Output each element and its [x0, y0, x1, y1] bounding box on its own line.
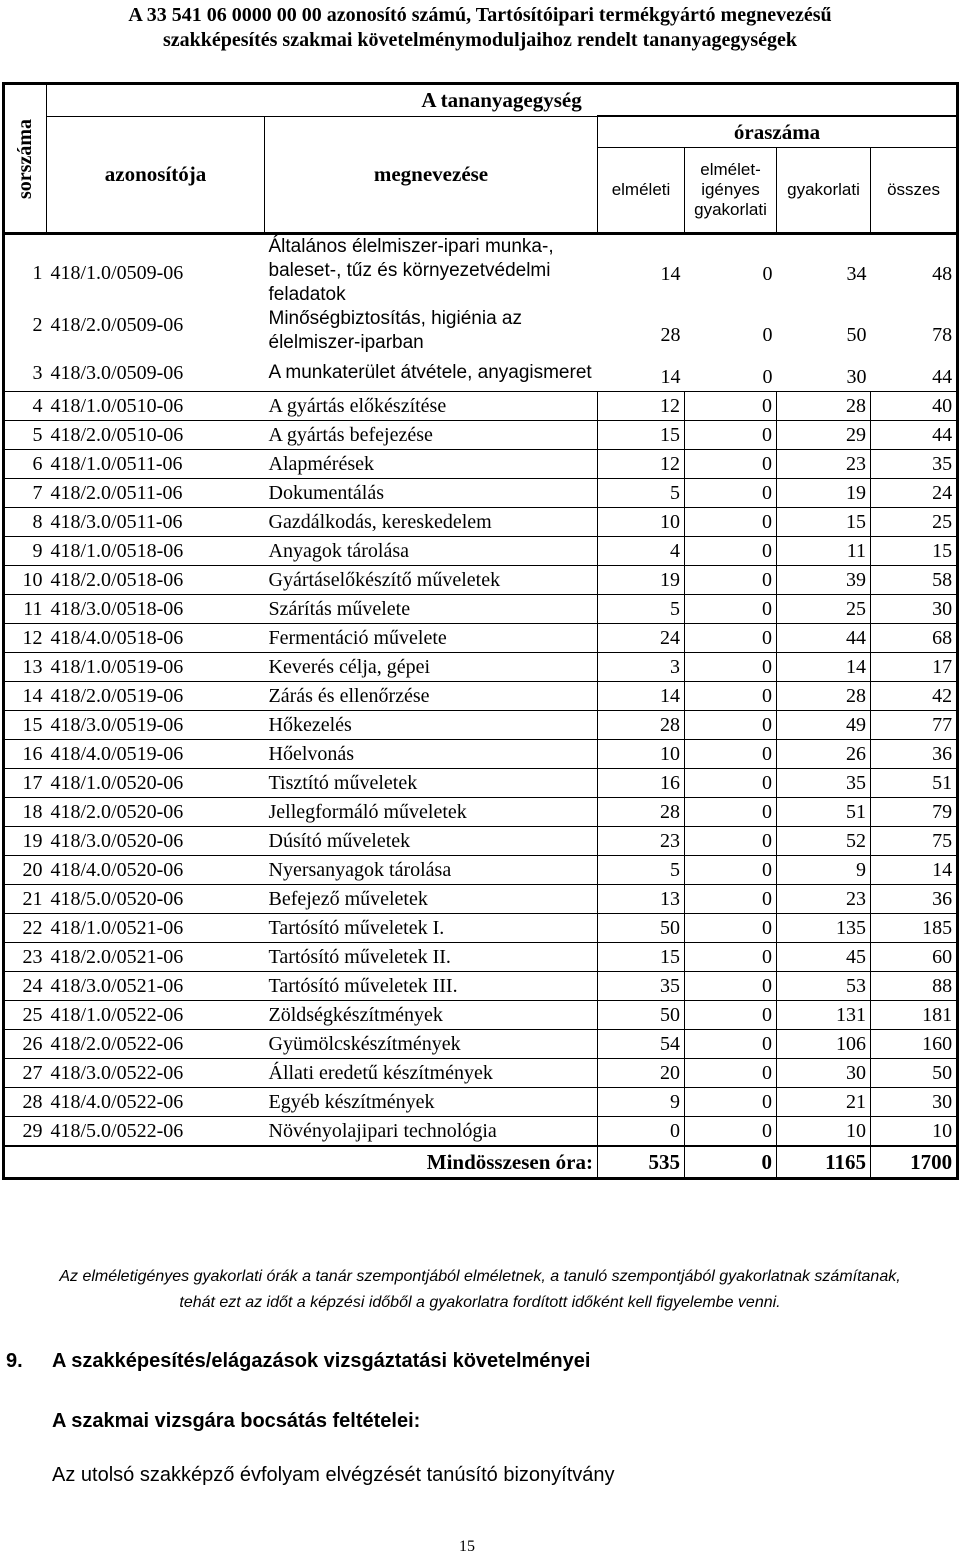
row-megnevezes: A munkaterület átvétele, anyagismeret [265, 355, 598, 392]
row-azonosito: 418/4.0/0520-06 [47, 856, 265, 885]
row-elmeleti: 23 [598, 827, 685, 856]
row-number: 1 [4, 234, 47, 308]
row-number: 14 [4, 682, 47, 711]
row-number: 13 [4, 653, 47, 682]
row-elmeleti: 5 [598, 479, 685, 508]
page-number: 15 [459, 1538, 475, 1555]
row-megnevezes: Gazdálkodás, kereskedelem [265, 508, 598, 537]
total-label: Mindösszesen óra: [265, 1146, 598, 1179]
row-elmeletigenyes: 0 [685, 914, 777, 943]
row-osszes: 51 [871, 769, 958, 798]
row-azonosito: 418/3.0/0519-06 [47, 711, 265, 740]
row-number: 8 [4, 508, 47, 537]
row-osszes: 79 [871, 798, 958, 827]
table-row [4, 827, 958, 856]
row-osszes: 40 [871, 392, 958, 421]
row-azonosito: 418/1.0/0518-06 [47, 537, 265, 566]
row-elmeletigenyes: 0 [685, 479, 777, 508]
row-gyakorlati: 28 [777, 682, 871, 711]
row-megnevezes: Tartósító műveletek III. [265, 972, 598, 1001]
row-number: 19 [4, 827, 47, 856]
row-gyakorlati: 23 [777, 450, 871, 479]
row-azonosito: 418/1.0/0509-06 [50, 262, 184, 284]
table-row [4, 450, 958, 479]
row-azonosito: 418/1.0/0510-06 [47, 392, 265, 421]
row-elmeletigenyes: 0 [685, 798, 777, 827]
row-elmeleti: 50 [598, 1001, 685, 1030]
row-osszes: 15 [871, 537, 958, 566]
row-number: 5 [4, 421, 47, 450]
row-megnevezes: Tisztító műveletek [265, 769, 598, 798]
row-elmeletigenyes: 0 [685, 537, 777, 566]
row-elmeletigenyes: 0 [762, 324, 773, 346]
row-elmeletigenyes: 0 [685, 508, 777, 537]
table-row [4, 307, 958, 355]
row-elmeleti: 15 [598, 421, 685, 450]
row-azonosito: 418/3.0/0522-06 [47, 1059, 265, 1088]
header-megnevezese: megnevezése [265, 116, 598, 234]
row-elmeleti: 35 [598, 972, 685, 1001]
table-row [4, 595, 958, 624]
row-elmeletigenyes: 0 [685, 595, 777, 624]
row-osszes: 30 [871, 1088, 958, 1117]
table-row [4, 769, 958, 798]
row-elmeletigenyes: 0 [685, 972, 777, 1001]
row-elmeletigenyes: 0 [685, 653, 777, 682]
row-azonosito: 418/1.0/0521-06 [47, 914, 265, 943]
row-elmeletigenyes: 0 [762, 263, 773, 285]
row-elmeleti: 19 [598, 566, 685, 595]
row-megnevezes: Dúsító műveletek [265, 827, 598, 856]
table-row [4, 972, 958, 1001]
row-gyakorlati: 23 [777, 885, 871, 914]
row-gyakorlati: 50 [846, 324, 867, 346]
row-number: 3 [4, 355, 47, 392]
row-elmeleti: 50 [598, 914, 685, 943]
header-sorszama [4, 84, 47, 234]
header-osszes: összes [871, 148, 958, 234]
row-elmeletigenyes: 0 [685, 711, 777, 740]
row-elmeleti: 9 [598, 1088, 685, 1117]
row-osszes: 36 [871, 740, 958, 769]
row-megnevezes: Jellegformáló műveletek [265, 798, 598, 827]
row-elmeleti: 10 [598, 508, 685, 537]
row-gyakorlati: 21 [777, 1088, 871, 1117]
row-elmeleti: 15 [598, 943, 685, 972]
table-row [4, 856, 958, 885]
table-row [4, 885, 958, 914]
row-osszes: 78 [871, 307, 958, 355]
row-megnevezes: Minőségbiztosítás, higiénia az élelmiszer-iparban [268, 308, 522, 353]
row-number: 15 [4, 711, 47, 740]
row-gyakorlati: 135 [777, 914, 871, 943]
row-elmeletigenyes: 0 [685, 1117, 777, 1147]
row-elmeleti: 3 [598, 653, 685, 682]
row-number: 16 [4, 740, 47, 769]
row-megnevezes: Zöldségkészítmények [265, 1001, 598, 1030]
row-azonosito: 418/1.0/0511-06 [47, 450, 265, 479]
row-gyakorlati: 106 [777, 1030, 871, 1059]
row-osszes: 181 [871, 1001, 958, 1030]
row-elmeletigenyes: 0 [685, 740, 777, 769]
section-title: A szakképesítés/elágazások vizsgáztatási követelményei [52, 1350, 591, 1372]
header-oraszama: óraszáma [598, 116, 958, 148]
row-osszes: 14 [871, 856, 958, 885]
row-megnevezes: Alapmérések [265, 450, 598, 479]
row-gyakorlati: 44 [777, 624, 871, 653]
row-number: 29 [4, 1117, 47, 1147]
row-elmeletigenyes: 0 [685, 885, 777, 914]
header-sorszama-label: sorszáma [14, 118, 36, 199]
row-azonosito: 418/3.0/0521-06 [47, 972, 265, 1001]
table-row [4, 479, 958, 508]
row-elmeleti: 10 [598, 740, 685, 769]
row-azonosito: 418/2.0/0518-06 [47, 566, 265, 595]
row-elmeleti: 12 [598, 450, 685, 479]
row-osszes: 68 [871, 624, 958, 653]
document-title-line-1: A 33 541 06 0000 00 00 azonosító számú, Tartósítóipari termékgyártó megnevezésű [128, 4, 832, 26]
row-osszes: 60 [871, 943, 958, 972]
row-azonosito: 418/4.0/0518-06 [47, 624, 265, 653]
row-megnevezes: Anyagok tárolása [265, 537, 598, 566]
row-number: 18 [4, 798, 47, 827]
conditions-heading: A szakmai vizsgára bocsátás feltételei: [52, 1410, 421, 1432]
row-elmeleti: 0 [598, 1117, 685, 1147]
row-number: 17 [4, 769, 47, 798]
row-osszes: 58 [871, 566, 958, 595]
row-gyakorlati: 10 [777, 1117, 871, 1147]
row-elmeletigenyes: 0 [685, 392, 777, 421]
table-row [4, 566, 958, 595]
row-osszes: 36 [871, 885, 958, 914]
row-megnevezes: Befejező műveletek [265, 885, 598, 914]
total-elmeleti: 535 [598, 1146, 685, 1179]
header-elmeletigenyes-line-2: igényes [701, 180, 760, 199]
row-megnevezes: Általános élelmiszer-ipari munka-, baleset-, tűz és környezetvédelmi feladatok [268, 236, 554, 305]
table-row [4, 653, 958, 682]
row-megnevezes: Nyersanyagok tárolása [265, 856, 598, 885]
row-megnevezes: Állati eredetű készítmények [265, 1059, 598, 1088]
table-row [4, 740, 958, 769]
header-tananyagegyseg: A tananyagegység [47, 84, 958, 117]
row-megnevezes: Gyümölcskészítmények [265, 1030, 598, 1059]
row-azonosito: 418/3.0/0520-06 [47, 827, 265, 856]
row-elmeletigenyes: 0 [685, 1030, 777, 1059]
row-gyakorlati: 34 [846, 263, 867, 285]
row-gyakorlati: 39 [777, 566, 871, 595]
table-row [4, 624, 958, 653]
row-gyakorlati: 35 [777, 769, 871, 798]
row-azonosito: 418/5.0/0520-06 [47, 885, 265, 914]
row-elmeleti: 28 [660, 324, 681, 346]
row-megnevezes: Tartósító műveletek II. [265, 943, 598, 972]
conditions-text: Az utolsó szakképző évfolyam elvégzését tanúsító bizonyítvány [52, 1464, 615, 1486]
row-number: 28 [4, 1088, 47, 1117]
table-row [4, 914, 958, 943]
row-osszes: 30 [871, 595, 958, 624]
row-azonosito: 418/1.0/0522-06 [47, 1001, 265, 1030]
curriculum-table [2, 82, 959, 1180]
row-elmeletigenyes: 0 [685, 624, 777, 653]
table-row [4, 392, 958, 421]
row-azonosito: 418/2.0/0511-06 [47, 479, 265, 508]
row-gyakorlati: 53 [777, 972, 871, 1001]
row-azonosito: 418/1.0/0520-06 [47, 769, 265, 798]
row-megnevezes: Tartósító műveletek I. [265, 914, 598, 943]
table-row [4, 508, 958, 537]
row-megnevezes: Növényolajipari technológia [265, 1117, 598, 1147]
row-elmeletigenyes: 0 [685, 450, 777, 479]
row-number: 26 [4, 1030, 47, 1059]
row-elmeleti: 20 [598, 1059, 685, 1088]
row-elmeletigenyes: 0 [685, 769, 777, 798]
section-number: 9. [6, 1350, 23, 1372]
row-megnevezes: A gyártás előkészítése [265, 392, 598, 421]
row-osszes: 185 [871, 914, 958, 943]
row-elmeleti: 14 [598, 355, 685, 392]
row-elmeletigenyes: 0 [685, 943, 777, 972]
row-elmeletigenyes: 0 [685, 1059, 777, 1088]
row-gyakorlati: 49 [777, 711, 871, 740]
row-number: 10 [4, 566, 47, 595]
row-elmeleti: 4 [598, 537, 685, 566]
row-azonosito: 418/3.0/0511-06 [47, 508, 265, 537]
row-azonosito: 418/2.0/0521-06 [47, 943, 265, 972]
row-number: 20 [4, 856, 47, 885]
row-megnevezes: Dokumentálás [265, 479, 598, 508]
row-elmeletigenyes: 0 [685, 682, 777, 711]
table-row [4, 1001, 958, 1030]
row-number: 2 [4, 307, 47, 355]
row-gyakorlati: 131 [777, 1001, 871, 1030]
row-azonosito: 418/2.0/0509-06 [50, 314, 184, 336]
row-gyakorlati: 30 [777, 355, 871, 392]
row-elmeleti: 14 [598, 682, 685, 711]
total-row [4, 1146, 958, 1179]
header-elmeleti: elméleti [598, 148, 685, 234]
total-gyakorlati: 1165 [777, 1146, 871, 1179]
row-elmeletigenyes: 0 [685, 1001, 777, 1030]
table-row [4, 234, 958, 308]
table-row [4, 682, 958, 711]
row-osszes: 17 [871, 653, 958, 682]
row-azonosito: 418/2.0/0522-06 [47, 1030, 265, 1059]
row-number: 21 [4, 885, 47, 914]
row-gyakorlati: 30 [777, 1059, 871, 1088]
table-row [4, 1088, 958, 1117]
row-gyakorlati: 26 [777, 740, 871, 769]
row-osszes: 77 [871, 711, 958, 740]
table-row [4, 798, 958, 827]
row-osszes: 25 [871, 508, 958, 537]
row-osszes: 160 [871, 1030, 958, 1059]
header-gyakorlati: gyakorlati [777, 148, 871, 234]
row-megnevezes: Egyéb készítmények [265, 1088, 598, 1117]
row-gyakorlati: 45 [777, 943, 871, 972]
note-line-1: Az elméletigényes gyakorlati órák a tanár szempontjából elméletnek, a tanuló szempontjából gyakorlatnak számítanak, [59, 1268, 901, 1285]
row-osszes: 88 [871, 972, 958, 1001]
row-gyakorlati: 19 [777, 479, 871, 508]
row-megnevezes: A gyártás befejezése [265, 421, 598, 450]
row-elmeletigenyes: 0 [685, 856, 777, 885]
row-elmeleti: 28 [598, 711, 685, 740]
row-gyakorlati: 29 [777, 421, 871, 450]
table-row [4, 1059, 958, 1088]
row-osszes: 44 [871, 355, 958, 392]
row-azonosito: 418/3.0/0509-06 [47, 355, 265, 392]
row-number: 6 [4, 450, 47, 479]
row-elmeletigenyes: 0 [685, 421, 777, 450]
note-line-2: tehát ezt az időt a képzési időből a gyakorlatra fordított időként kell figyelembe venni. [179, 1294, 781, 1311]
row-azonosito: 418/2.0/0510-06 [47, 421, 265, 450]
row-gyakorlati: 51 [777, 798, 871, 827]
row-azonosito: 418/1.0/0519-06 [47, 653, 265, 682]
row-elmeleti: 16 [598, 769, 685, 798]
row-osszes: 50 [871, 1059, 958, 1088]
row-number: 25 [4, 1001, 47, 1030]
row-number: 11 [4, 595, 47, 624]
row-gyakorlati: 52 [777, 827, 871, 856]
row-number: 27 [4, 1059, 47, 1088]
row-elmeleti: 28 [598, 798, 685, 827]
row-number: 4 [4, 392, 47, 421]
row-number: 23 [4, 943, 47, 972]
table-row [4, 355, 958, 392]
row-elmeleti: 54 [598, 1030, 685, 1059]
row-azonosito: 418/4.0/0519-06 [47, 740, 265, 769]
row-gyakorlati: 15 [777, 508, 871, 537]
row-azonosito: 418/4.0/0522-06 [47, 1088, 265, 1117]
row-osszes: 75 [871, 827, 958, 856]
row-azonosito: 418/2.0/0520-06 [47, 798, 265, 827]
document-title-line-2: szakképesítés szakmai követelménymoduljaihoz rendelt tananyagegységek [162, 29, 798, 51]
row-elmeletigenyes: 0 [685, 1088, 777, 1117]
header-elmeletigenyes-line-1: elmélet- [700, 160, 761, 179]
row-azonosito: 418/5.0/0522-06 [47, 1117, 265, 1147]
row-osszes: 48 [871, 234, 958, 308]
row-elmeleti: 5 [598, 595, 685, 624]
row-megnevezes: Zárás és ellenőrzése [265, 682, 598, 711]
row-megnevezes: Hőelvonás [265, 740, 598, 769]
table-row [4, 943, 958, 972]
table-row [4, 711, 958, 740]
row-gyakorlati: 11 [777, 537, 871, 566]
row-osszes: 44 [871, 421, 958, 450]
row-osszes: 24 [871, 479, 958, 508]
header-elmeletigenyes-gyakorlati [685, 148, 777, 234]
row-number: 22 [4, 914, 47, 943]
header-elmeletigenyes-line-3: gyakorlati [694, 200, 767, 219]
table-row [4, 1030, 958, 1059]
header-azonositoja: azonosítója [47, 116, 265, 234]
row-elmeletigenyes: 0 [685, 566, 777, 595]
row-megnevezes: Hőkezelés [265, 711, 598, 740]
row-megnevezes: Keverés célja, gépei [265, 653, 598, 682]
total-elmeletigenyes: 0 [685, 1146, 777, 1179]
row-elmeletigenyes: 0 [685, 355, 777, 392]
row-number: 24 [4, 972, 47, 1001]
row-megnevezes: Szárítás művelete [265, 595, 598, 624]
row-osszes: 10 [871, 1117, 958, 1147]
row-elmeleti: 12 [598, 392, 685, 421]
table-row [4, 537, 958, 566]
table-row [4, 421, 958, 450]
row-number: 9 [4, 537, 47, 566]
row-gyakorlati: 9 [777, 856, 871, 885]
row-number: 12 [4, 624, 47, 653]
row-megnevezes: Gyártáselőkészítő műveletek [265, 566, 598, 595]
row-osszes: 35 [871, 450, 958, 479]
row-osszes: 42 [871, 682, 958, 711]
row-elmeleti: 24 [598, 624, 685, 653]
row-number: 7 [4, 479, 47, 508]
row-azonosito: 418/2.0/0519-06 [47, 682, 265, 711]
row-megnevezes: Fermentáció művelete [265, 624, 598, 653]
row-elmeletigenyes: 0 [685, 827, 777, 856]
row-elmeleti: 14 [660, 263, 681, 285]
row-gyakorlati: 14 [777, 653, 871, 682]
table-row [4, 1117, 958, 1147]
row-elmeleti: 13 [598, 885, 685, 914]
row-gyakorlati: 28 [777, 392, 871, 421]
row-gyakorlati: 25 [777, 595, 871, 624]
row-azonosito: 418/3.0/0518-06 [47, 595, 265, 624]
row-elmeleti: 5 [598, 856, 685, 885]
total-osszes: 1700 [871, 1146, 958, 1179]
